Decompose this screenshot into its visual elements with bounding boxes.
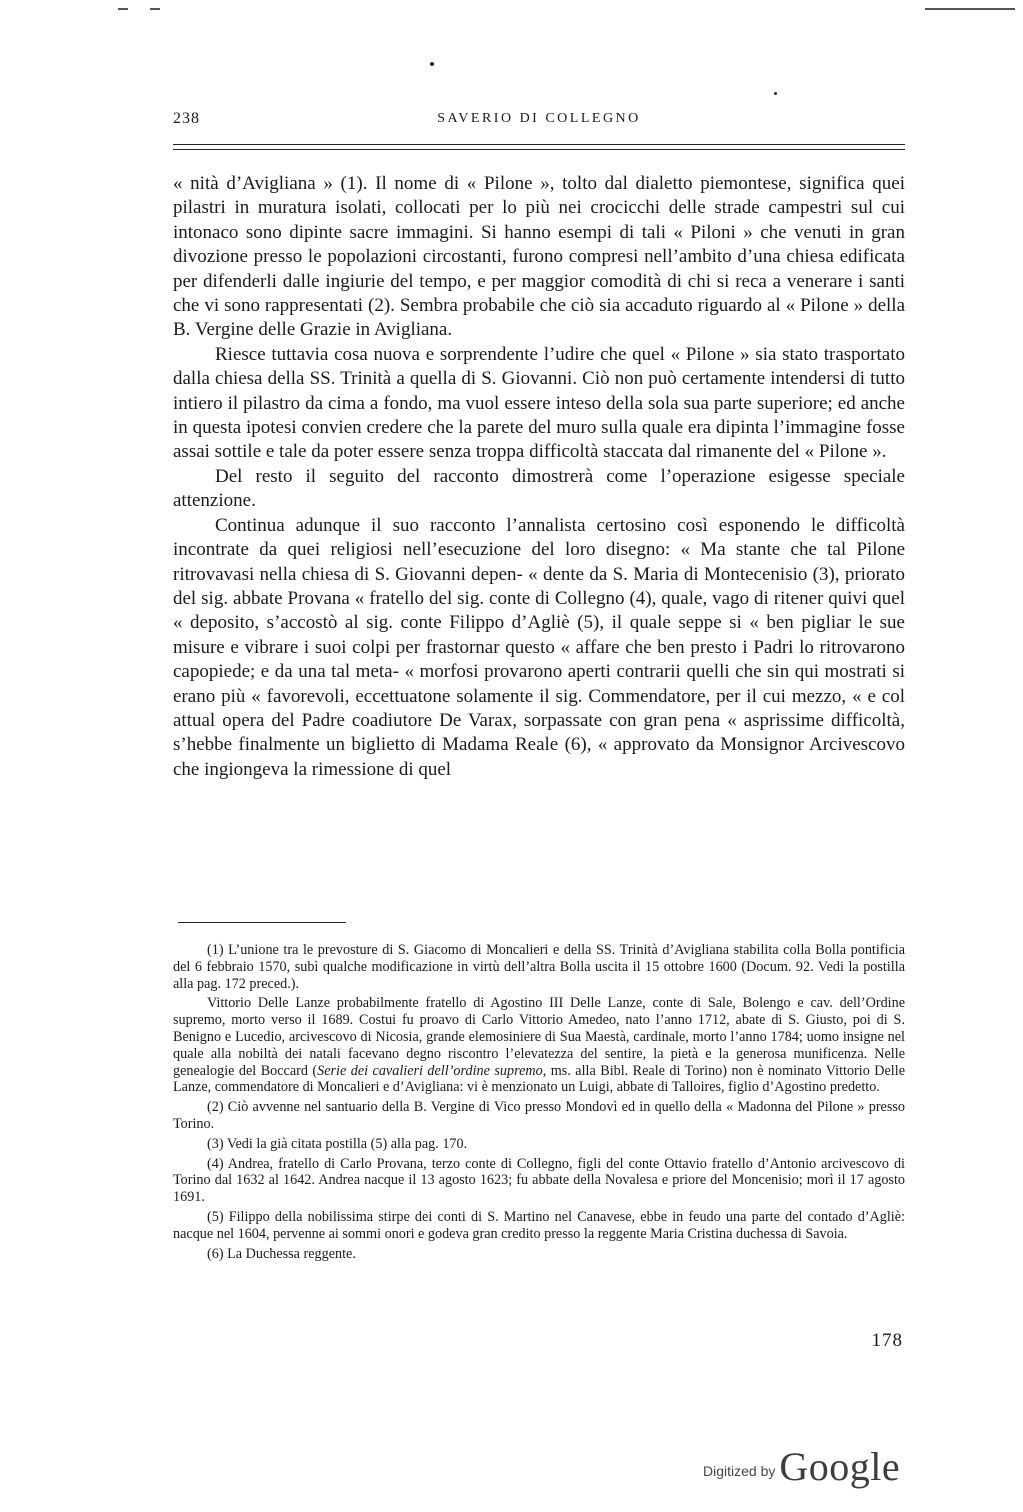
body-paragraph: Riesce tuttavia cosa nuova e sorprendente l’udire che quel « Pilone » sia stato trasportato dalla chiesa della SS. Trinità a quella di S. Giovanni. Ciò non può certamente intendersi di tutto intiero il pilastro da cima a fondo, ma vuol essere inteso della sola sua parte superiore; ed anche in questa ipotesi convien credere che la parete del muro sulla quale era dipinta l’immagine fosse assai sottile e tale da poter essere senza troppa difficoltà staccata dal rimanente del « Pilone ». — [173, 343, 905, 463]
scan-corner-mark — [150, 8, 160, 10]
footnote: (4) Andrea, fratello di Carlo Provana, terzo conte di Collegno, figli del conte Ottavio fratello d’Antonio arcivescovo di Torino dal 1632 al 1642. Andrea nacque il 13 agosto 1623; fu abbate della Novalesa e priore del Moncenisio; morì il 17 agosto 1691. — [173, 1155, 905, 1206]
scan-corner-mark — [118, 8, 128, 10]
ink-speck — [430, 62, 434, 66]
scan-edge-mark — [925, 8, 1015, 10]
signature-mark: 178 — [871, 1330, 903, 1351]
footnote: (5) Filippo della nobilissima stirpe dei conti di S. Martino nel Canavese, ebbe in feudo una parte del contado d’Agliè: nacque nel 1604, pervenne ai sommi onori e godeva gran credito presso la reggente Maria Cristina duchessa di Savoia. — [173, 1208, 905, 1242]
running-title: SAVERIO DI COLLEGNO — [437, 111, 641, 126]
header-rule — [173, 149, 905, 150]
body-paragraph: Del resto il seguito del racconto dimostrerà come l’operazione esigesse speciale attenzione. — [173, 465, 905, 512]
body-paragraph: Continua adunque il suo racconto l’annalista certosino così esponendo le difficoltà incontrate da quei religiosi nell’esecuzione del loro disegno: « Ma stante che tal Pilone ritrovavasi nella chiesa di S. Giovanni depen- « dente da S. Maria di Montecenisio (3), priorato del sig. abbate Provana « fratello del sig. conte di Collegno (4), quale, vago di ritener quivi quel « deposito, s’accostò al sig. conte Filippo d’Agliè (5), il quale seppe si « ben pigliar le sue misure e vibrare i suoi colpi per frastornar questo « affare che ben presto i Padri lo ritrovarono capopiede; e da una tal meta- « morfosi provarono aperti contrarii quelli che sin qui mostrati si erano più « favorevoli, eccettuatone solamente il sig. Commendatore, per il cui mezzo, « e col attual opera del Padre coadiutore De Varax, sorpassate con gran pena « asprissime difficoltà, s’hebbe finalmente un biglietto di Madama Reale (6), « approvato da Monsignor Arcivescovo che ingiongeva la rimessione di quel — [173, 514, 905, 780]
ink-speck — [774, 92, 777, 95]
footnote: Vittorio Delle Lanze probabilmente fratello di Agostino III Delle Lanze, conte di Sale, Bolengo e cav. dell’Ordine supremo, morto verso il 1689. Costui fu proavo di Carlo Vittorio Amedeo, nato l’anno 1712, abate di S. Giusto, poi di S. Benigno e Lucedio, arcivescovo di Nicosia, grande elemosiniere di Sua Maestà, cardinale, morto l’anno 1784; uomo insigne nel quale alla nobiltà dei natali facevano degno riscontro l’elevatezza del sentire, la pietà e la generosa munificenza. Nelle genealogie del Boccard (Serie dei cavalieri dell’ordine supremo, ms. alla Bibl. Reale di Torino) non è nominato Vittorio Delle Lanze, commendatore di Moncalieri e d’Avigliana: vi è menzionato un Luigi, abbate di Talloires, figlio d’Agostino predetto. — [173, 995, 905, 1096]
google-logo: Google — [779, 1444, 901, 1489]
body-text — [173, 172, 905, 782]
page-number: 238 — [173, 110, 200, 127]
page-header — [173, 110, 905, 138]
watermark-prefix: Digitized by — [703, 1463, 776, 1479]
footnote: (1) L’unione tra le prevosture di S. Giacomo di Moncalieri e della SS. Trinità d’Avigliana stabilita colla Bolla pontificia del 6 febbraio 1570, subì qualche modificazione in virtù dell’altra Bolla uscita il 15 ottobre 1600 (Docum. 92. Vedi la postilla alla pag. 172 preced.). — [173, 942, 905, 992]
header-rule — [173, 144, 905, 145]
footnote: (3) Vedi la già citata postilla (5) alla pag. 170. — [207, 1135, 468, 1152]
footnote-rule — [178, 922, 346, 923]
digitized-watermark — [703, 1443, 900, 1490]
italic-title: Serie dei cavalieri dell’ordine supremo — [317, 1062, 543, 1079]
footnote: (2) Ciò avvenne nel santuario della B. Vergine di Vico presso Mondovì ed in quello della « Madonna del Pilone » presso Torino. — [173, 1099, 905, 1132]
body-paragraph: « nità d’Avigliana » (1). Il nome di « Pilone », tolto dal dialetto piemontese, significa quei pilastri in muratura isolati, collocati per lo più nei crocicchi delle strade campestri sul cui intonaco sono dipinte sacre immagini. Si hanno esempi di tali « Piloni » che venuti in gran divozione presso le popolazioni circostanti, furono compresi nell’ambito d’una chiesa edificata per difenderli dalle ingiurie del tempo, e per maggior comodità di chi si reca a venerare i santi che vi sono rappresentati (2). Sembra probabile che ciò sia accaduto riguardo al « Pilone » della B. Vergine delle Grazie in Avigliana. — [173, 173, 905, 341]
footnote: (6) La Duchessa reggente. — [207, 1245, 356, 1262]
footnotes — [173, 942, 905, 1265]
